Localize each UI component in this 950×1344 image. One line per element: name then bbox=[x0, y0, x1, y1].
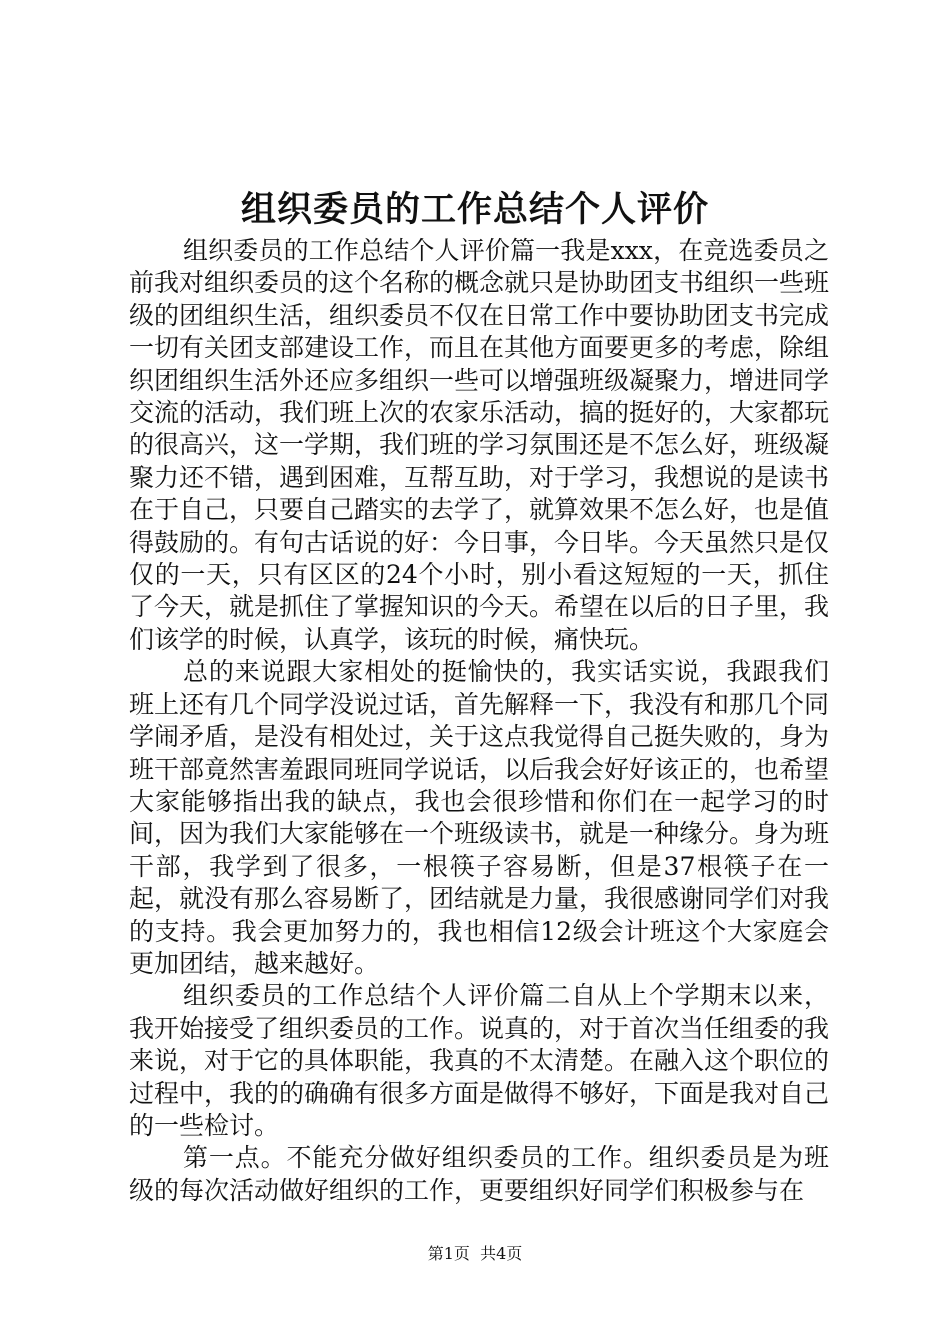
document-body bbox=[129, 235, 829, 1207]
paragraph-3: 组织委员的工作总结个人评价篇二自从上个学期末以来，我开始接受了组织委员的工作。说真的，对于首次当任组委的我来说，对于它的具体职能，我真的不太清楚。在融入这个职位的过程中，我的的确确有很多方面是做得不够好，下面是我对自己的一些检讨。 bbox=[129, 981, 830, 1140]
paragraph-2: 总的来说跟大家相处的挺愉快的，我实话实说，我跟我们班上还有几个同学没说过话，首先解释一下，我没有和那几个同学闹矛盾，是没有相处过，关于这点我觉得自己挺失败的，身为班干部竟然害羞跟同班同学说话，以后我会好好该正的，也希望大家能够指出我的缺点，我也会很珍惜和你们在一起学习的时间，因为我们大家能够在一个班级读书，就是一种缘分。身为班干部，我学到了很多，一根筷子容易断，但是37根筷子在一起，就没有那么容易断了，团结就是力量，我很感谢同学们对我的支持。我会更加努力的，我也相信12级会计班这个大家庭会更加团结，越来越好。 bbox=[129, 657, 830, 978]
paragraph-1: 组织委员的工作总结个人评价篇一我是xxx，在竞选委员之前我对组织委员的这个名称的概念就只是协助团支书组织一些班级的团组织生活，组织委员不仅在日常工作中要协助团支书完成一切有关团支部建设工作，而且在其他方面要更多的考虑，除组织团组织生活外还应多组织一些可以增强班级凝聚力，增进同学交流的活动，我们班上次的农家乐活动，搞的挺好的，大家都玩的很高兴，这一学期，我们班的学习氛围还是不怎么好，班级凝聚力还不错，遇到困难，互帮互助，对于学习，我想说的是读书在于自己，只要自己踏实的去学了，就算效果不怎么好，也是值得鼓励的。有句古话说的好：今日事，今日毕。今天虽然只是仅仅的一天，只有区区的24个小时，别小看这短短的一天，抓住了今天，就是抓住了掌握知识的今天。希望在以后的日子里，我们该学的时候，认真学，该玩的时候，痛快玩。 bbox=[129, 236, 830, 654]
document-title: 组织委员的工作总结个人评价 bbox=[240, 189, 709, 230]
page-number-footer: 第1页 共4页 bbox=[427, 1244, 523, 1263]
paragraph-4: 第一点。不能充分做好组织委员的工作。组织委员是为班级的每次活动做好组织的工作，更要组织好同学们积极参与在 bbox=[129, 1143, 829, 1205]
